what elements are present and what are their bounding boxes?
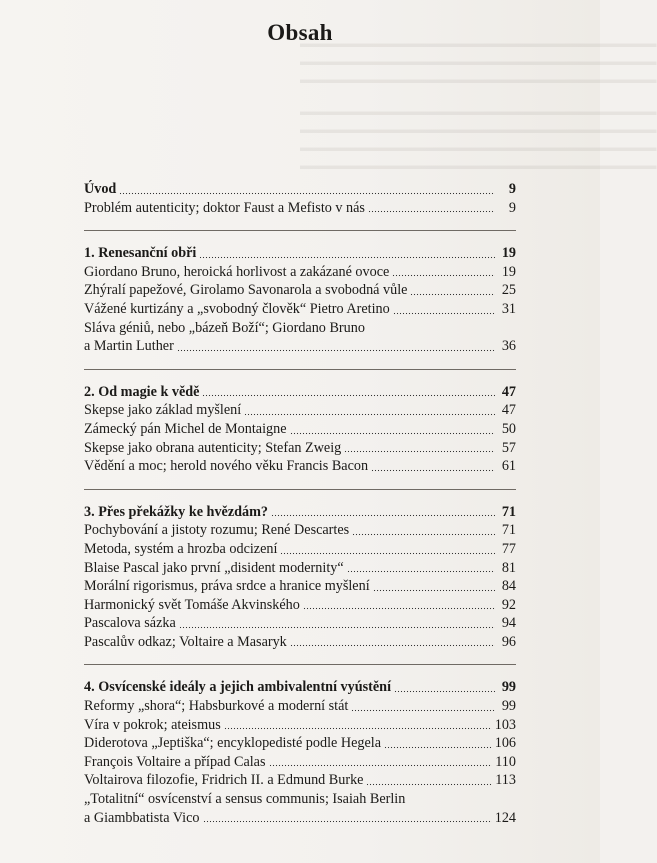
page-number: 113 xyxy=(495,772,516,789)
entry-title: Metoda, systém a hrozba odcizení xyxy=(84,540,278,557)
bleed-through: ▬▬▬▬▬▬▬▬▬▬▬▬▬▬▬▬▬▬▬▬▬▬▬▬▬▬▬▬▬▬▬ xyxy=(300,56,657,68)
toc-entry-continuation[interactable] xyxy=(84,809,516,828)
bleed-through: ▬▬▬▬▬▬▬▬▬▬▬▬▬▬▬▬▬▬▬▬▬▬▬▬▬▬▬▬▬▬▬ xyxy=(300,160,657,172)
entry-title: Sláva géniů, nebo „bázeň Boží“; Giordano Bruno xyxy=(84,319,365,336)
toc-entry[interactable] xyxy=(84,577,516,596)
bleed-through: ▬▬▬▬▬▬▬▬▬▬▬▬▬▬▬▬▬▬▬▬▬▬▬▬▬▬▬▬▬▬▬ xyxy=(300,142,657,154)
toc-entry[interactable] xyxy=(84,771,516,790)
page-number: 94 xyxy=(501,615,516,632)
page-number: 92 xyxy=(501,596,516,613)
toc-entry[interactable] xyxy=(84,300,516,319)
toc-entry[interactable] xyxy=(84,753,516,772)
page-number: 36 xyxy=(501,338,516,355)
entry-title-continuation: a Martin Luther xyxy=(84,338,174,355)
toc-chapter-heading[interactable] xyxy=(84,244,516,263)
dot-leader xyxy=(199,248,495,259)
toc-entry[interactable] xyxy=(84,633,516,652)
toc-chapter-heading[interactable] xyxy=(84,503,516,522)
dot-leader xyxy=(384,738,492,749)
page-number: 99 xyxy=(501,698,516,715)
entry-title: Skepse jako obrana autenticity; Stefan Zweig xyxy=(84,439,342,456)
page-number: 47 xyxy=(501,402,516,419)
toc-chapter-heading[interactable] xyxy=(84,383,516,402)
page-number: 103 xyxy=(494,716,516,733)
dot-leader xyxy=(280,544,495,555)
dot-leader xyxy=(344,442,495,453)
bleed-through: ▬▬▬▬▬▬▬▬▬▬▬▬▬▬▬▬▬▬▬▬▬▬▬▬▬▬▬▬▬▬▬ xyxy=(300,106,657,118)
page-number: 96 xyxy=(501,633,516,650)
entry-title: Vědění a moc; herold nového věku Francis Bacon xyxy=(84,458,369,475)
page-number: 31 xyxy=(501,300,516,317)
page-number: 61 xyxy=(501,458,516,475)
toc-entry[interactable] xyxy=(84,697,516,716)
entry-title: Zámecký pán Michel de Montaigne xyxy=(84,420,287,437)
dot-leader xyxy=(290,424,496,435)
entry-title: Víra v pokrok; ateismus xyxy=(84,716,221,733)
bleed-through: ▬▬▬▬▬▬▬▬▬▬▬▬▬▬▬▬▬▬▬▬▬▬▬▬▬▬▬▬▬▬▬ xyxy=(300,74,657,86)
page-number: 50 xyxy=(501,420,516,437)
page-number: 99 xyxy=(501,679,516,696)
page-number: 71 xyxy=(501,503,516,520)
dot-leader xyxy=(394,682,495,693)
entry-title: François Voltaire a případ Calas xyxy=(84,753,266,770)
chapter-title: 1. Renesanční obři xyxy=(84,245,197,262)
page-title: Obsah xyxy=(267,20,333,45)
bleed-through: ▬▬▬▬▬▬▬▬▬▬▬▬▬▬▬▬▬▬▬▬▬▬▬▬▬▬▬▬▬▬▬ xyxy=(300,124,657,136)
entry-title: Voltairova filozofie, Fridrich II. a Edmund Burke xyxy=(84,772,364,789)
page-number: 25 xyxy=(501,282,516,299)
toc-entry[interactable] xyxy=(84,540,516,559)
dot-leader xyxy=(366,775,492,786)
dot-leader xyxy=(392,266,495,277)
toc-entry[interactable] xyxy=(84,263,516,282)
dot-leader xyxy=(244,405,495,416)
toc-entry[interactable] xyxy=(84,521,516,540)
entry-title: Problém autenticity; doktor Faust a Mefisto v nás xyxy=(84,199,365,216)
entry-title: Blaise Pascal jako první „disident modernity“ xyxy=(84,559,344,576)
entry-title: Diderotova „Jeptiška“; encyklopedisté podle Hegela xyxy=(84,735,382,752)
entry-title: Pochybování a jistoty rozumu; René Descartes xyxy=(84,522,350,539)
entry-title: Zhýralí papežové, Girolamo Savonarola a svobodná vůle xyxy=(84,282,408,299)
dot-leader xyxy=(177,341,495,352)
entry-title: Harmonický svět Tomáše Akvinského xyxy=(84,596,300,613)
dot-leader xyxy=(269,756,493,767)
dot-leader xyxy=(393,304,495,315)
toc-section xyxy=(84,180,516,217)
toc-entry[interactable] xyxy=(84,401,516,420)
toc-entry[interactable] xyxy=(84,439,516,458)
page-number: 47 xyxy=(501,383,516,400)
chapter-title: 3. Přes překážky ke hvězdám? xyxy=(84,503,269,520)
page-number: 77 xyxy=(501,540,516,557)
dot-leader xyxy=(368,322,495,333)
page-number: 71 xyxy=(501,522,516,539)
dot-leader xyxy=(371,461,495,472)
toc-entry-continuation[interactable] xyxy=(84,337,516,356)
chapter-title: Úvod xyxy=(84,181,117,197)
dot-leader xyxy=(179,618,495,629)
page-number: 81 xyxy=(501,559,516,576)
entry-title: „Totalitní“ osvícenství a sensus communis; Isaiah Berlin xyxy=(84,791,406,808)
toc-chapter-heading[interactable] xyxy=(84,180,516,199)
dot-leader xyxy=(119,184,495,195)
toc-section xyxy=(84,664,516,827)
page-number: 124 xyxy=(494,809,516,826)
dot-leader xyxy=(373,581,495,592)
entry-title: Pascalova sázka xyxy=(84,615,176,632)
table-of-contents xyxy=(84,180,516,840)
dot-leader xyxy=(408,794,495,805)
toc-entry[interactable] xyxy=(84,457,516,476)
toc-entry[interactable] xyxy=(84,596,516,615)
dot-leader xyxy=(290,636,495,647)
entry-title: Morální rigorismus, práva srdce a hranice myšlení xyxy=(84,578,370,595)
toc-entry[interactable] xyxy=(84,559,516,578)
dot-leader xyxy=(224,719,492,730)
toc-entry[interactable] xyxy=(84,420,516,439)
page-number: 9 xyxy=(508,181,516,197)
entry-title: Reformy „shora“; Habsburkové a moderní stát xyxy=(84,698,349,715)
page-number: 19 xyxy=(501,245,516,262)
page-number: 84 xyxy=(501,578,516,595)
entry-title-continuation: a Giambbatista Vico xyxy=(84,809,200,826)
toc-section xyxy=(84,369,516,476)
toc-section xyxy=(84,230,516,356)
dot-leader xyxy=(368,202,495,213)
dot-leader xyxy=(410,285,495,296)
page-number: 9 xyxy=(508,199,516,216)
toc-entry[interactable] xyxy=(84,614,516,633)
page-number: 110 xyxy=(495,753,516,770)
chapter-title: 2. Od magie k vědě xyxy=(84,383,200,400)
dot-leader xyxy=(202,386,495,397)
toc-entry[interactable] xyxy=(84,281,516,300)
page-number: 57 xyxy=(501,439,516,456)
chapter-title: 4. Osvícenské ideály a jejich ambivalentní vyústění xyxy=(84,679,392,696)
bleed-through: ▬▬▬▬▬▬▬▬▬▬▬▬▬▬▬▬▬▬▬▬▬▬▬▬▬▬▬▬▬▬▬ xyxy=(300,38,657,50)
dot-leader xyxy=(203,812,492,823)
toc-entry-line[interactable] xyxy=(84,319,516,338)
entry-title: Skepse jako základ myšlení xyxy=(84,402,242,419)
dot-leader xyxy=(271,506,495,517)
toc-entry[interactable] xyxy=(84,199,516,218)
toc-entry-line[interactable] xyxy=(84,790,516,809)
dot-leader xyxy=(347,562,495,573)
dot-leader xyxy=(303,599,495,610)
toc-entry[interactable] xyxy=(84,716,516,735)
entry-title: Giordano Bruno, heroická horlivost a zakázané ovoce xyxy=(84,263,390,280)
toc-chapter-heading[interactable] xyxy=(84,678,516,697)
dot-leader xyxy=(351,701,495,712)
entry-title: Vážené kurtizány a „svobodný člověk“ Pietro Aretino xyxy=(84,300,390,317)
page-number: 19 xyxy=(501,263,516,280)
toc-section xyxy=(84,489,516,652)
entry-title: Pascalův odkaz; Voltaire a Masaryk xyxy=(84,633,287,650)
page-number: 106 xyxy=(494,735,516,752)
toc-entry[interactable] xyxy=(84,734,516,753)
dot-leader xyxy=(352,525,495,536)
